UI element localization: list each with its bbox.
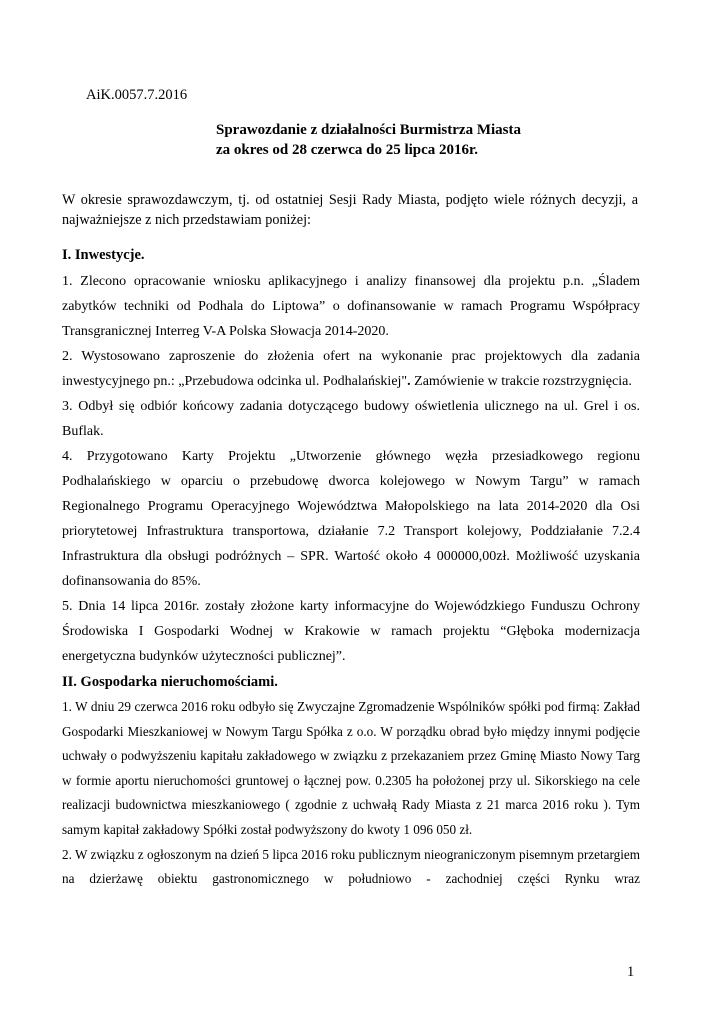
document-title (216, 120, 521, 160)
list-item: 3. Odbył się odbiór końcowy zadania dotyczącego budowy oświetlenia ulicznego na ul. Grel i os. Buflak. (62, 399, 640, 439)
list-item: 5. Dnia 14 lipca 2016r. zostały złożone karty informacyjne do Wojewódzkiego Funduszu Ochrony Środowiska I Gospodarki Wodnej w Krakowie w ramach projektu “Głęboka modernizacja energetyczna budynków użyteczności publicznej”. (62, 599, 640, 664)
title-line-2: za okres od 28 czerwca do 25 lipca 2016r. (216, 142, 479, 158)
list-item-text: 2. Wystosowano zaproszenie do złożenia ofert na wykonanie prac projektowych dla zadania inwestycyjnego pn.: „Przebudowa odcinka ul. Podhalańskiej" (62, 349, 640, 389)
list-item (62, 344, 640, 394)
list-item: 2. W związku z ogłoszonym na dzień 5 lipca 2016 roku publicznym nieograniczonym pisemnym przetargiem na dzierżawę obiektu gastronomicznego w południowo - zachodniej części Rynku wraz (62, 846, 640, 887)
document-reference: AiK.0057.7.2016 (86, 87, 188, 103)
list-item: 1. W dniu 29 czerwca 2016 roku odbyło się Zwyczajne Zgromadzenie Wspólników spółki pod firmą: Zakład Gospodarki Mieszkaniowej w Nowym Targu Spółka z o.o. W porządku obrad było między innymi podjęcie uchwały o podwyższeniu kapitału zakładowego w związku z przekazaniem przez Gminę Miasto Nowy Targ w formie aportu nieruchomości gruntowej o łącznej pow. 0.2305 ha położonej przy ul. Sikorskiego na cele realizacji budownictwa mieszkaniowego ( zgodnie z uchwałą Rady Miasta z 21 marca 2016 roku ). Tym samym kapitał zakładowy Spółki został podwyższony do kwoty 1 096 050 zł. (62, 699, 640, 837)
report-body (62, 243, 640, 892)
section-real-estate (62, 671, 640, 892)
list-item-rest: Zamówienie w trakcie rozstrzygnięcia. (410, 374, 632, 389)
intro-paragraph: W okresie sprawozdawczym, tj. od ostatniej Sesji Rady Miasta, podjęto wiele różnych decyzji, a najważniejsze z nich przedstawiam poniżej: (62, 192, 638, 228)
section-heading: II. Gospodarka nieruchomościami. (62, 674, 278, 690)
section-investments (62, 243, 640, 669)
list-item: 4. Przygotowano Karty Projektu „Utworzenie głównego węzła przesiadkowego regionu Podhalańskiego w oparciu o przebudowę dworca kolejowego w Nowym Targu” w ramach Regionalnego Programu Operacyjnego Województwa Małopolskiego na lata 2014-2020 dla Osi priorytetowej Infrastruktura transportowa, działanie 7.2 Transport kolejowy, Poddziałanie 7.2.4 Infrastruktura dla obsługi podróżnych – SPR. Wartość około 4 000000,00zł. Możliwość uzyskania dofinansowania do 85%. (62, 449, 640, 589)
list-item-bold: . (407, 374, 411, 389)
title-line-1: Sprawozdanie z działalności Burmistrza Miasta (216, 122, 521, 138)
section-heading: I. Inwestycje. (62, 247, 145, 263)
page-number: 1 (627, 964, 635, 980)
list-item: 1. Zlecono opracowanie wniosku aplikacyjnego i analizy finansowej dla projektu p.n. „Śladem zabytków techniki od Podhala do Liptowa” o dofinansowanie w ramach Programu Współpracy Transgranicznej Interreg V-A Polska Słowacja 2014-2020. (62, 274, 640, 339)
